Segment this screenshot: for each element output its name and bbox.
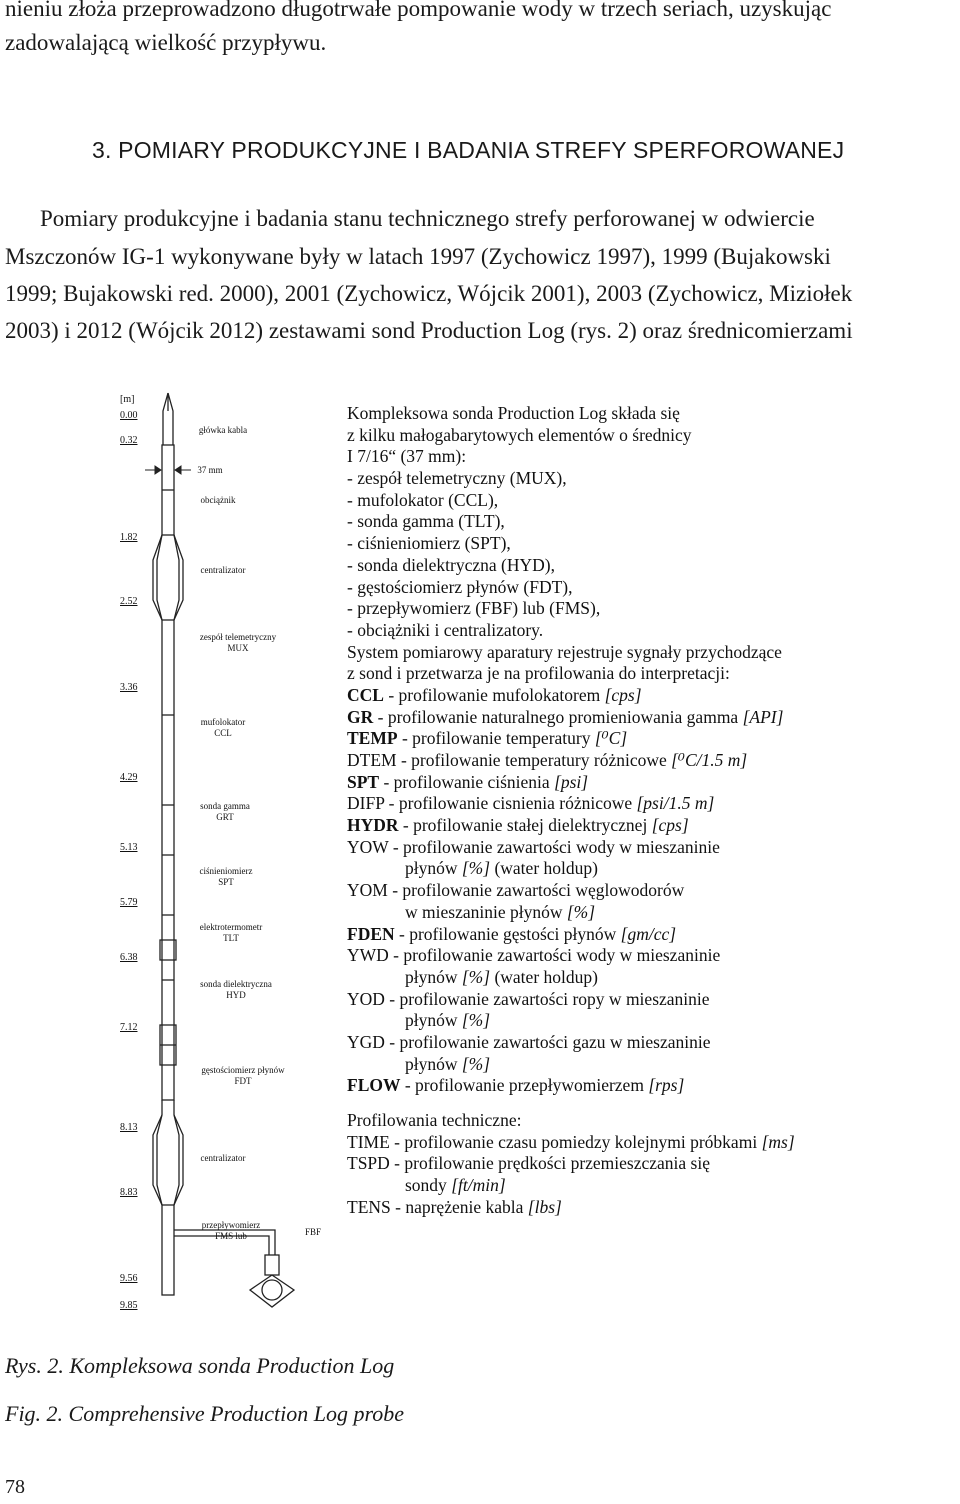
tech-text: - naprężenie kabla [390, 1196, 528, 1217]
tech-heading: Profilowania techniczne: [347, 1110, 522, 1130]
curve-code: DTEM [347, 750, 397, 770]
component-label: przepływomierz [201, 1220, 261, 1230]
curve-line [347, 1075, 795, 1097]
depth-label: 8.83 [120, 1187, 138, 1198]
para-line-3: 1999; Bujakowski red. 2000), 2001 (Zychowicz, Wójcik 2001), 2003 (Zychowicz, Miziołek [5, 281, 853, 306]
curve-text: - profilowanie ciśnienia [379, 771, 555, 792]
component-sub: FDT [234, 1076, 252, 1086]
curve-code: GR [347, 706, 374, 727]
curve-line [347, 989, 795, 1011]
component-sub: TLT [223, 933, 239, 943]
component-sub: FMS lub [215, 1231, 247, 1241]
para-line-2: Mszczonów IG-1 wykonywane były w latach 1997 (Zychowicz 1997), 1999 (Bujakowski [5, 244, 831, 269]
curve-cont-text: w mieszaninie płynów [405, 901, 567, 922]
page-number: 78 [5, 1476, 25, 1498]
part-line: - obciążniki i centralizatory. [347, 619, 544, 640]
para-line-4: 2003) i 2012 (Wójcik 2012) zestawami sond Production Log (rys. 2) oraz średnicomierzami [5, 318, 853, 343]
curve-cont-text: płynów [405, 1053, 462, 1074]
depth-label: 4.29 [120, 772, 138, 783]
depth-label: 5.13 [120, 842, 138, 853]
curve-text: - profilowanie gęstości płynów [394, 923, 621, 944]
depth-label: 0.00 [120, 410, 138, 421]
component-label: gęstościomierz płynów [201, 1065, 285, 1075]
curve-code: HYDR [347, 815, 399, 836]
tech-line [347, 1153, 795, 1175]
curve-code: YOM [347, 880, 388, 901]
tech-code: TIME [347, 1131, 390, 1152]
curve-text: - profilowanie mufolokatorem [383, 684, 605, 705]
curve-line [347, 685, 795, 707]
curve-text: - profilowanie temperatury różnicowe [396, 750, 672, 770]
curve-unit: [%] [461, 1010, 491, 1031]
curve-cont-tail: (water holdup) [490, 966, 598, 987]
depth-label: 3.36 [120, 682, 138, 693]
curve-unit: [API] [742, 706, 784, 727]
depth-label: 9.56 [120, 1273, 138, 1284]
curve-code: YOW [347, 836, 389, 857]
curve-text: - profilowanie cisnienia różnicowe [384, 793, 637, 814]
tech-text: - profilowanie czasu pomiedzy kolejnymi próbkami [389, 1131, 762, 1152]
tech-code: TSPD [347, 1153, 390, 1174]
curve-line [347, 815, 795, 837]
curve-unit: [⁰C] [594, 728, 628, 749]
tech-text: - profilowanie prędkości przemieszczania się [389, 1153, 711, 1174]
curve-unit: [rps] [648, 1075, 685, 1096]
part-line: - mufolokator (CCL), [347, 489, 499, 510]
system-line: z sond i przetwarza je na profilowania do interpretacji: [347, 663, 730, 684]
part-line: - ciśnieniomierz (SPT), [347, 533, 511, 554]
component-label: mufolokator [200, 717, 246, 727]
component-label: elektrotermometr [199, 922, 263, 932]
section-heading: 3. POMIARY PRODUKCYJNE I BADANIA STREFY SPERFOROWANEJ [92, 137, 845, 163]
component-label: sonda gamma [200, 801, 250, 811]
curve-line [347, 750, 795, 772]
dimension-37mm [145, 466, 191, 474]
curve-continuation [347, 967, 795, 989]
curve-line [347, 1032, 795, 1054]
tech-line [347, 1197, 795, 1219]
curve-line [347, 772, 795, 794]
component-label: sonda dielektryczna [200, 979, 272, 989]
tech-continuation [347, 1175, 795, 1197]
component-sub: GRT [216, 812, 234, 822]
depth-label: 2.52 [120, 596, 138, 607]
probe-body [153, 393, 294, 1307]
curve-line [347, 837, 795, 859]
curve-continuation [347, 858, 795, 880]
curve-continuation [347, 1054, 795, 1076]
top-line-1: nieniu złoża przeprowadzono długotrwałe pompowanie wody w trzech seriach, uzyskując [5, 0, 832, 21]
curve-unit: [cps] [651, 815, 689, 836]
unit-label: [m] [120, 394, 135, 405]
fbf-label: FBF [304, 1227, 322, 1237]
curve-line [347, 945, 795, 967]
curve-cont-text: płynów [405, 1010, 462, 1031]
intro-line: z kilku małogabarytowych elementów o średnicy [347, 424, 692, 445]
depth-label: 1.82 [120, 532, 138, 543]
curve-text: - profilowanie zawartości węglowodorów [387, 880, 685, 901]
component-sub: SPT [218, 877, 234, 887]
component-label: centralizator [200, 1153, 246, 1163]
part-line: - przepływomierz (FBF) lub (FMS), [347, 598, 601, 619]
curve-unit: [%] [461, 858, 491, 879]
curve-continuation [347, 1010, 795, 1032]
top-line-2: zadowalającą wielkość przypływu. [5, 30, 327, 55]
curve-cont-tail: (water holdup) [490, 858, 598, 879]
curve-code: DIFP [347, 793, 385, 814]
curve-unit: [psi] [554, 771, 589, 792]
component-sub: HYD [226, 990, 246, 1000]
curve-text: - profilowanie przepływomierzem [400, 1075, 649, 1096]
depth-label: 9.85 [120, 1300, 138, 1311]
system-line: System pomiarowy aparatury rejestruje sygnały przychodzące [347, 641, 782, 662]
curve-code: YGD [347, 1031, 385, 1052]
curve-code: CCL [347, 684, 384, 705]
curve-line [347, 728, 795, 750]
probe-diagram [105, 385, 340, 1320]
component-sub: MUX [227, 643, 249, 653]
caption-en: Fig. 2. Comprehensive Production Log probe [5, 1401, 405, 1426]
component-label: obciążnik [200, 495, 236, 505]
tech-cont-text: sondy [405, 1175, 452, 1196]
curve-line [347, 793, 795, 815]
tech-unit: [lbs] [527, 1196, 562, 1217]
curve-list [347, 685, 795, 1097]
caption-pl: Rys. 2. Kompleksowa sonda Production Log [5, 1353, 395, 1378]
curve-unit: [⁰C/1.5 m] [671, 750, 748, 770]
depth-scale [120, 410, 138, 1311]
part-line: - sonda dielektryczna (HYD), [347, 554, 555, 575]
tech-code: TENS [347, 1196, 391, 1217]
curve-line [347, 880, 795, 902]
depth-label: 5.79 [120, 897, 138, 908]
intro-line: Kompleksowa sonda Production Log składa się [347, 403, 680, 423]
curve-text: - profilowanie zawartości ropy w mieszaninie [384, 988, 710, 1009]
dimension-label: 37 mm [197, 465, 223, 475]
curve-unit: [%] [461, 966, 491, 987]
component-label: zespół telemetryczny [199, 632, 277, 642]
curve-code: FDEN [347, 923, 395, 944]
part-line: - gęstościomierz płynów (FDT), [347, 576, 573, 597]
tech-unit: [ms] [761, 1131, 795, 1152]
curve-text: - profilowanie zawartości wody w mieszaninie [388, 945, 721, 966]
curve-cont-text: płynów [405, 966, 462, 987]
component-label: ciśnieniomierz [199, 866, 253, 876]
curve-code: YWD [347, 945, 389, 966]
curve-text: - profilowanie zawartości wody w mieszaninie [388, 836, 720, 857]
intro-line: I 7/16“ (37 mm): [347, 446, 467, 467]
component-label: centralizator [200, 565, 246, 575]
curve-line [347, 707, 795, 729]
component-sub: CCL [214, 728, 232, 738]
component-label: główka kabla [198, 425, 248, 435]
curve-unit: [%] [461, 1053, 491, 1074]
curve-unit: [gm/cc] [620, 923, 677, 944]
para-line-1: Pomiary produkcyjne i badania stanu technicznego strefy perforowanej w odwiercie [40, 206, 815, 231]
tech-unit: [ft/min] [451, 1175, 506, 1196]
curve-code: SPT [347, 771, 380, 792]
curve-unit: [psi/1.5 m] [636, 793, 715, 814]
depth-label: 0.32 [120, 435, 138, 446]
depth-label: 7.12 [120, 1022, 138, 1033]
curve-unit: [cps] [604, 684, 642, 705]
curve-code: FLOW [347, 1075, 401, 1096]
curve-code: TEMP [347, 728, 398, 749]
part-line: - sonda gamma (TLT), [347, 511, 505, 532]
curve-continuation [347, 902, 795, 924]
part-line: - zespół telemetryczny (MUX), [347, 468, 567, 489]
curve-text: - profilowanie stałej dielektrycznej [398, 815, 652, 836]
curve-text: - profilowanie zawartości gazu w mieszaninie [384, 1031, 711, 1052]
depth-label: 8.13 [120, 1122, 138, 1133]
tech-line [347, 1132, 795, 1154]
curve-text: - profilowanie temperatury [397, 728, 595, 749]
curve-unit: [%] [566, 901, 596, 922]
curve-cont-text: płynów [405, 858, 462, 879]
depth-label: 6.38 [120, 952, 138, 963]
tech-list [347, 1132, 795, 1219]
probe-description [347, 403, 795, 1218]
curve-text: - profilowanie naturalnego promieniowania gamma [373, 706, 743, 727]
curve-line [347, 924, 795, 946]
curve-code: YOD [347, 988, 385, 1009]
